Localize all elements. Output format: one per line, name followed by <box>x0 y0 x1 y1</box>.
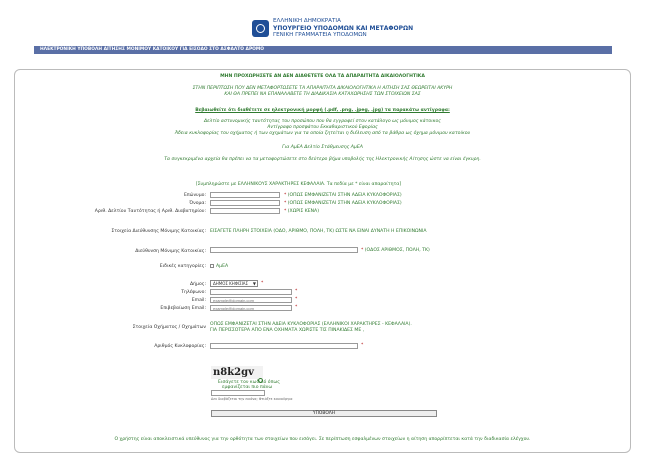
address-section-label: Στοιχεία Διεύθυνσης Μόνιμης Κατοικίας: <box>111 229 206 234</box>
ministry-line-3: ΓΕΝΙΚΗ ΓΡΑΜΜΑΤΕΙΑ ΥΠΟΔΟΜΩΝ <box>273 32 367 38</box>
required-star: * <box>284 201 287 206</box>
vehicle-info-2: ΓΙΑ ΠΕΡΙΣΣΟΤΕΡΑ ΑΠΟ ΕΝΑ ΟΧΗΜΑΤΑ ΧΩΡΙΣΤΕ ΤΙΣ ΠΙΝΑΚΙΔΕΣ ΜΕ , <box>210 328 365 333</box>
fill-note: [Συμπληρώστε με ΕΛΛΗΝΙΚΟΥΣ ΧΑΡΑΚΤΗΡΕΣ ΚΕΦΑΛΑΙΑ. Τα πεδία με * είναι απαραίτητα] <box>195 182 402 187</box>
phone-label: Τηλέφωνο: <box>181 290 206 295</box>
name-label: Όνομα: <box>189 201 206 206</box>
required-star: * <box>295 305 298 310</box>
vehicle-info-1: ΟΠΩΣ ΕΜΦΑΝΙΖΕΤΑΙ ΣΤΗΝ ΑΔΕΙΑ ΚΥΚΛΟΦΟΡΙΑΣ (ΕΛΛΗΝΙΚΟΙ ΧΑΡΑΚΤΗΡΕΣ - ΚΕΦΑΛΑΙΑ). <box>210 322 412 327</box>
surname-input[interactable] <box>210 192 280 198</box>
invalid-note-2: ΚΑΙ ΘΑ ΠΡΕΠΕΙ ΝΑ ΕΠΑΝΑΛΑΒΕΤΕ ΤΗ ΔΙΑΔΙΚΑΣΙΑ ΚΑΤΑΧΩΡΗΣΗΣ ΤΩΝ ΣΤΟΙΧΕΙΩΝ ΣΑΣ <box>224 92 421 97</box>
submit-button[interactable]: ΥΠΟΒΟΛΗ <box>211 410 437 417</box>
municipality-value: ΔΗΜΟΣ ΚΗΦΙΣΙΑΣ <box>213 281 249 286</box>
municipality-select[interactable] <box>210 280 258 287</box>
plate-label: Αριθμός Κυκλοφορίας: <box>154 344 206 349</box>
footer-note: Ο χρήστης είναι αποκλειστικά υπεύθυνος για την ορθότητα των στοιχείων που εισάγει. Σε περίπτωση εσφαλμένων στοιχείων η αίτηση απορρίπτεται κατά την διαδικασία ελέγχου. <box>114 437 531 442</box>
page-header <box>0 0 645 60</box>
government-seal-icon <box>252 20 269 37</box>
chevron-down-icon: ▼ <box>252 281 256 286</box>
surname-label: Επώνυμο: <box>183 193 206 198</box>
name-hint: (ΟΠΩΣ ΕΜΦΑΝΙΖΕΤΑΙ ΣΤΗΝ ΑΔΕΙΑ ΚΥΚΛΟΦΟΡΙΑΣ) <box>287 201 402 206</box>
email-label: Email: <box>191 298 206 303</box>
ministry-line-2: ΥΠΟΥΡΓΕΙΟ ΥΠΟΔΟΜΩΝ ΚΑΙ ΜΕΤΑΦΟΡΩΝ <box>273 25 414 32</box>
amea-checkbox[interactable] <box>210 264 214 268</box>
email-confirm-label: Επιβεβαίωση Email: <box>160 306 206 311</box>
captcha-image: n8k2gv <box>211 366 263 379</box>
email-confirm-input[interactable] <box>210 305 292 311</box>
warning-text: ΜΗΝ ΠΡΟΧΩΡΗΣΕΤΕ ΑΝ ΔΕΝ ΔΙΑΘΕΤΕΤΕ ΟΛΑ ΤΑ ΑΠΑΡΑΙΤΗΤΑ ΔΙΚΑΙΟΛΟΓΗΤΙΚΑ <box>220 74 425 79</box>
captcha-input[interactable] <box>211 390 265 396</box>
required-star: * <box>361 248 364 253</box>
residence-input[interactable] <box>210 247 358 253</box>
phone-input[interactable] <box>210 289 292 295</box>
captcha-reload-link[interactable]: Δεν διαβάζεται την εικόνα; Φτιάξτε καινούργια <box>211 397 293 401</box>
surname-hint: (ΟΠΩΣ ΕΜΦΑΝΙΖΕΤΑΙ ΣΤΗΝ ΑΔΕΙΑ ΚΥΚΛΟΦΟΡΙΑΣ) <box>287 193 402 198</box>
vehicle-section-label: Στοιχεία Οχήματος / Οχημάτων <box>132 325 206 330</box>
invalid-note-1: ΣΤΗΝ ΠΕΡΙΠΤΩΣΗ ΠΟΥ ΔΕΝ ΜΕΤΑΦΟΡΤΩΣΕΤΕ ΤΑ ΑΠΑΡΑΙΤΗΤΑ ΔΙΚΑΙΟΛΟΓΗΤΙΚΑ Η ΑΙΤΗΣΗ ΣΑΣ ΘΕΩΡΕΙΤΑΙ ΑΚΥΡΗ <box>192 86 453 91</box>
id-hint: (ΧΩΡΙΣ ΚΕΝΑ) <box>287 209 319 214</box>
required-star: * <box>261 281 264 286</box>
name-input[interactable] <box>210 200 280 206</box>
required-star: * <box>284 209 287 214</box>
title-bar: ΗΛΕΚΤΡΟΝΙΚΗ ΥΠΟΒΟΛΗ ΑΙΤΗΣΗΣ ΜΟΝΙΜΟΥ ΚΑΤΟΙΚΟΥ ΓΙΑ ΕΙΣΟΔΟ ΣΤΟ ΑΣΦΑΛΤΟ ΔΡΟΜΟ <box>34 46 612 54</box>
doc-item-2: Αντίγραφο προσφάτου Εκκαθαριστικού Εφορίας <box>267 125 378 130</box>
required-star: * <box>295 289 298 294</box>
ministry-title <box>273 18 413 39</box>
id-label: Αριθ. Δελτίου Ταυτότητας ή Αριθ. Διαβατηρίου: <box>94 209 206 214</box>
required-star: * <box>361 343 364 348</box>
captcha-prompt-2: εμφανίζεται πιο πάνω <box>222 385 273 390</box>
doc-item-1: Δελτίο αστυνομικής ταυτότητας του προσώπου που θα εγγραφεί στον κατάλογο ως μόνιμος κάτοικος <box>204 119 441 124</box>
captcha-prompt-1: Εισάγετε τον κωδικό όπως <box>218 380 280 385</box>
required-star: * <box>295 297 298 302</box>
required-star: * <box>284 193 287 198</box>
plate-input[interactable] <box>210 343 358 349</box>
category-label: Ειδικές κατηγορίες: <box>159 264 206 269</box>
id-input[interactable] <box>210 208 280 214</box>
residence-label: Διεύθυνση Μόνιμης Κατοικίας: <box>135 249 206 254</box>
municipality-label: Δήμος: <box>189 282 206 287</box>
doc-item-3: Άδεια κυκλοφορίας του οχήματος ή των οχημάτων για τα οποία ζητείται η διέλευση από τα βάθρα ως όχημα μόνιμου κατοίκου <box>174 131 471 136</box>
email-input[interactable] <box>210 297 292 303</box>
submit-note: Τα συγκεκριμένα αρχεία θα πρέπει να τα μεταφορτώσετε στο δεύτερο βήμα υποβολής της Ηλεκτρονικής Αίτησης ώστε να είναι έγκυρη. <box>164 157 481 162</box>
files-heading: Βεβαιωθείτε ότι διαθέτετε σε ηλεκτρονική μορφή (.pdf, .png, .jpeg, .jpg) τα παρακάτω αντίγραφα: <box>195 108 450 113</box>
refresh-icon[interactable] <box>258 378 263 383</box>
amea-option-label: ΑμΕΑ <box>216 264 229 269</box>
residence-hint: (ΟΔΟΣ ΑΡΙΘΜΟΣ, ΠΟΛΗ, ΤΚ) <box>364 248 430 253</box>
doc-item-4: Για ΑμΕΑ Δελτίο Στάθμευσης ΑμΕΑ <box>282 145 363 150</box>
address-info: ΕΙΣΑΓΕΤΕ ΠΛΗΡΗ ΣΤΟΙΧΕΙΑ (ΟΔΟ, ΑΡΙΘΜΟ, ΠΟΛΗ, ΤΚ) ΩΣΤΕ ΝΑ ΕΙΝΑΙ ΔΥΝΑΤΗ Η ΕΠΙΚΟΙΝΩΝΙΑ <box>210 229 427 234</box>
ministry-line-1: ΕΛΛΗΝΙΚΗ ΔΗΜΟΚΡΑΤΙΑ <box>273 18 341 24</box>
